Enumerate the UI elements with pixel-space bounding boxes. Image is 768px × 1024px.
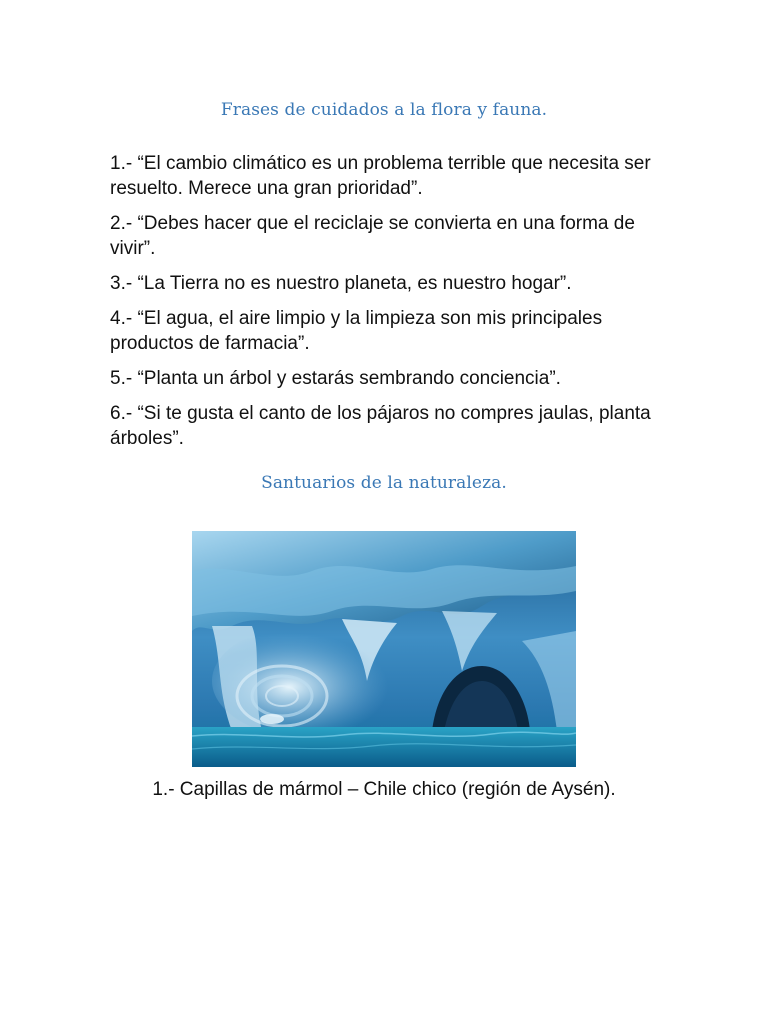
quote-item: 2.- “Debes hacer que el reciclaje se convierta en una forma de vivir”. — [110, 213, 635, 259]
quote-item: 3.- “La Tierra no es nuestro planeta, es nuestro hogar”. — [110, 273, 572, 294]
quote-item: 4.- “El agua, el aire limpio y la limpieza son mis principales productos de farmacia”. — [110, 308, 603, 354]
quote-item: 1.- “El cambio climático es un problema terrible que necesita ser resuelto. Merece una gran prioridad”. — [110, 153, 651, 199]
quote-item: 6.- “Si te gusta el canto de los pájaros no compres jaulas, planta árboles”. — [110, 403, 651, 449]
section-heading-flora-fauna: Frases de cuidados a la flora y fauna. — [220, 100, 548, 120]
marble-caves-photo — [192, 531, 576, 767]
quote-item: 5.- “Planta un árbol y estarás sembrando conciencia”. — [110, 368, 561, 389]
quotes-list — [110, 151, 670, 461]
section-heading-santuarios: Santuarios de la naturaleza. — [261, 473, 507, 493]
photo-caption: 1.- Capillas de mármol – Chile chico (región de Aysén). — [152, 779, 616, 800]
